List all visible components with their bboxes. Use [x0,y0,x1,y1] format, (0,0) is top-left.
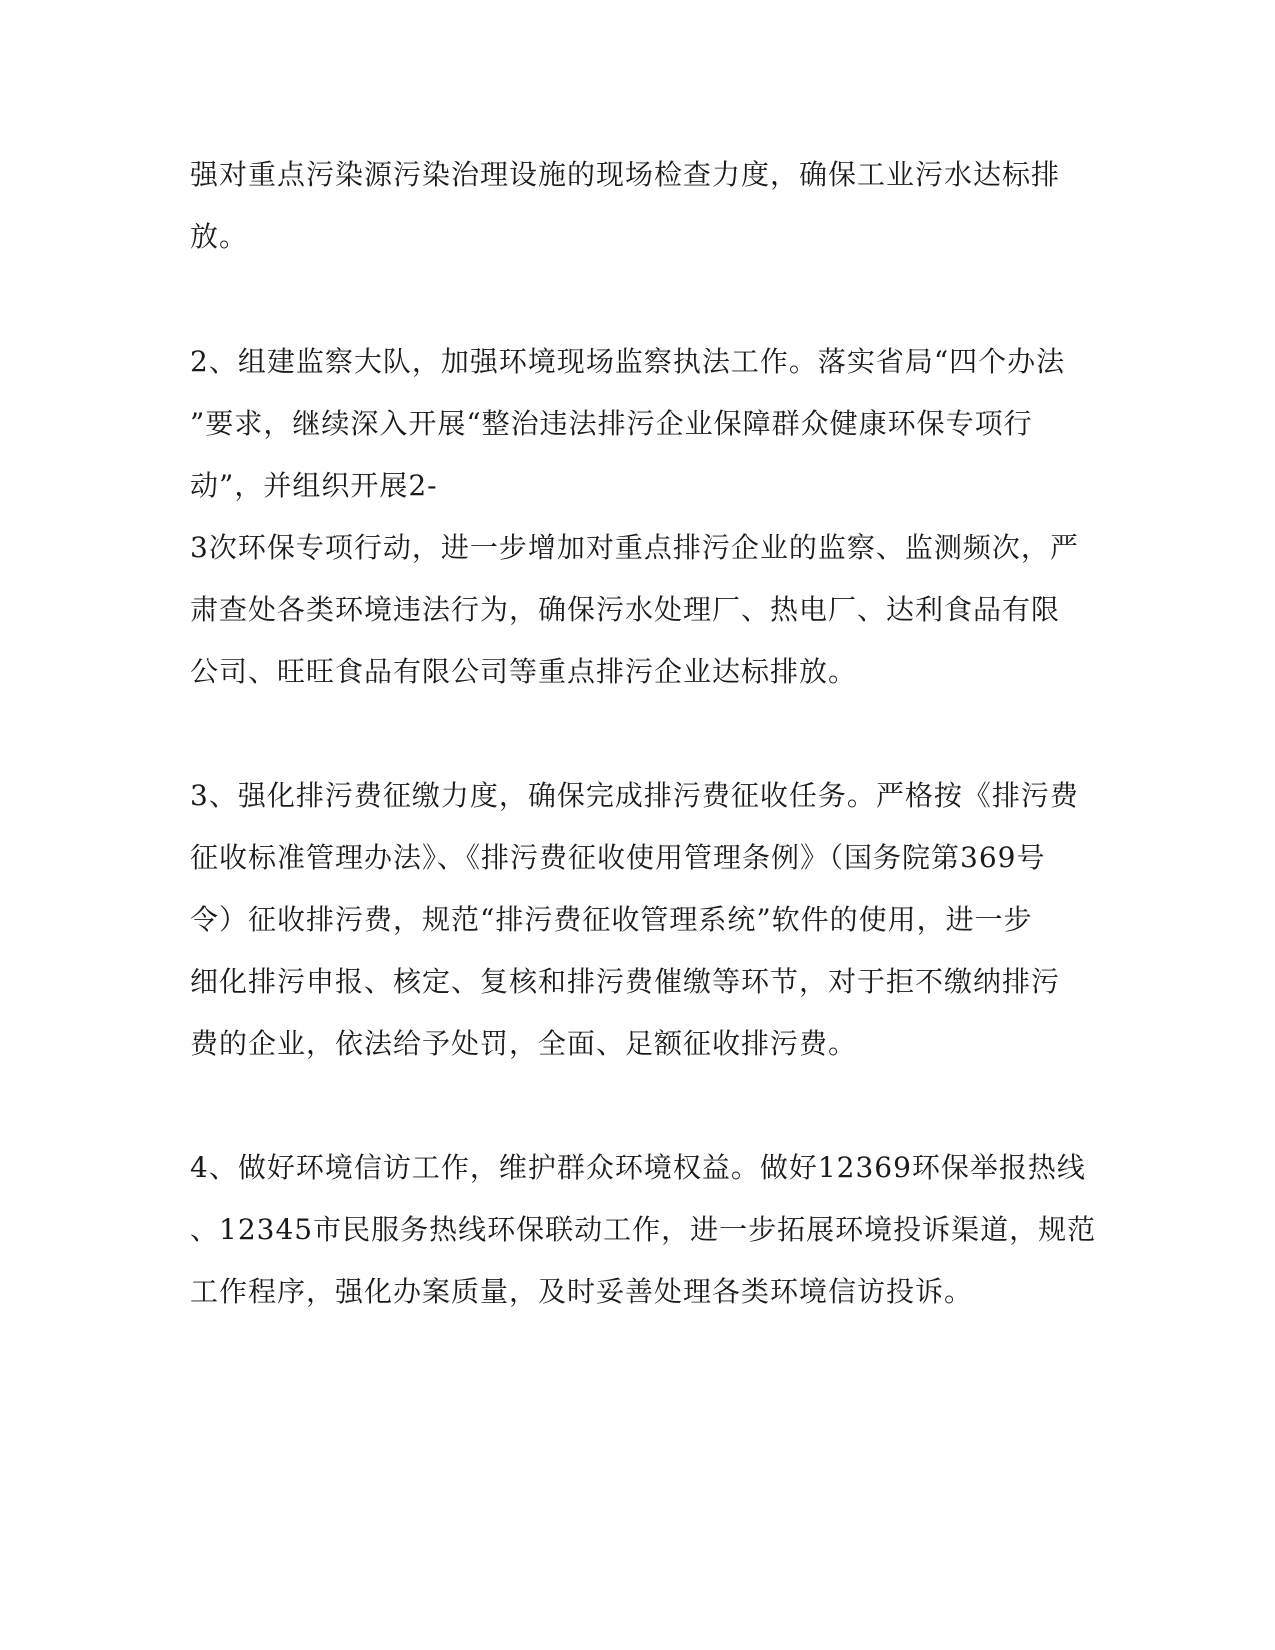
paragraph-3-line-4: 细化排污申报、核定、复核和排污费催缴等环节，对于拒不缴纳排污 [190,965,1061,998]
paragraph-2-line-3: 动”，并组织开展2- [190,469,438,502]
paragraph-1-line-2: 放。 [190,220,249,253]
paragraph-3-line-5: 费的企业，依法给予处罚，全面、足额征收排污费。 [190,1027,858,1060]
paragraph-2-line-2: ”要求，继续深入开展“整治违法排污企业保障群众健康环保专项行 [190,407,1033,440]
paragraph-2-line-4: 3次环保专项行动，进一步增加对重点排污企业的监察、监测频次，严 [190,531,1079,564]
paragraph-4-line-1: 4、做好环境信访工作，维护群众环境权益。做好12369环保举报热线 [190,1151,1086,1184]
paragraph-2-line-5: 肃查处各类环境违法行为，确保污水处理厂、热电厂、达利食品有限 [190,593,1061,626]
paragraph-3-line-3: 令）征收排污费，规范“排污费征收管理系统”软件的使用，进一步 [190,903,1033,936]
paragraph-3-line-1: 3、强化排污费征缴力度，确保完成排污费征收任务。严格按《排污费 [190,779,1079,812]
paragraph-4-line-2: 、12345市民服务热线环保联动工作，进一步拓展环境投诉渠道，规范 [190,1213,1097,1246]
paragraph-3-line-2: 征收标准管理办法》、《排污费征收使用管理条例》（国务院第369号 [190,841,1046,874]
paragraph-4-line-3: 工作程序，强化办案质量，及时妥善处理各类环境信访投诉。 [190,1275,974,1308]
paragraph-2-line-6: 公司、旺旺食品有限公司等重点排污企业达标排放。 [190,655,858,688]
paragraph-1-line-1: 强对重点污染源污染治理设施的现场检查力度，确保工业污水达标排 [190,158,1061,191]
paragraph-2-line-1: 2、组建监察大队，加强环境现场监察执法工作。落实省局“四个办法 [190,345,1066,378]
